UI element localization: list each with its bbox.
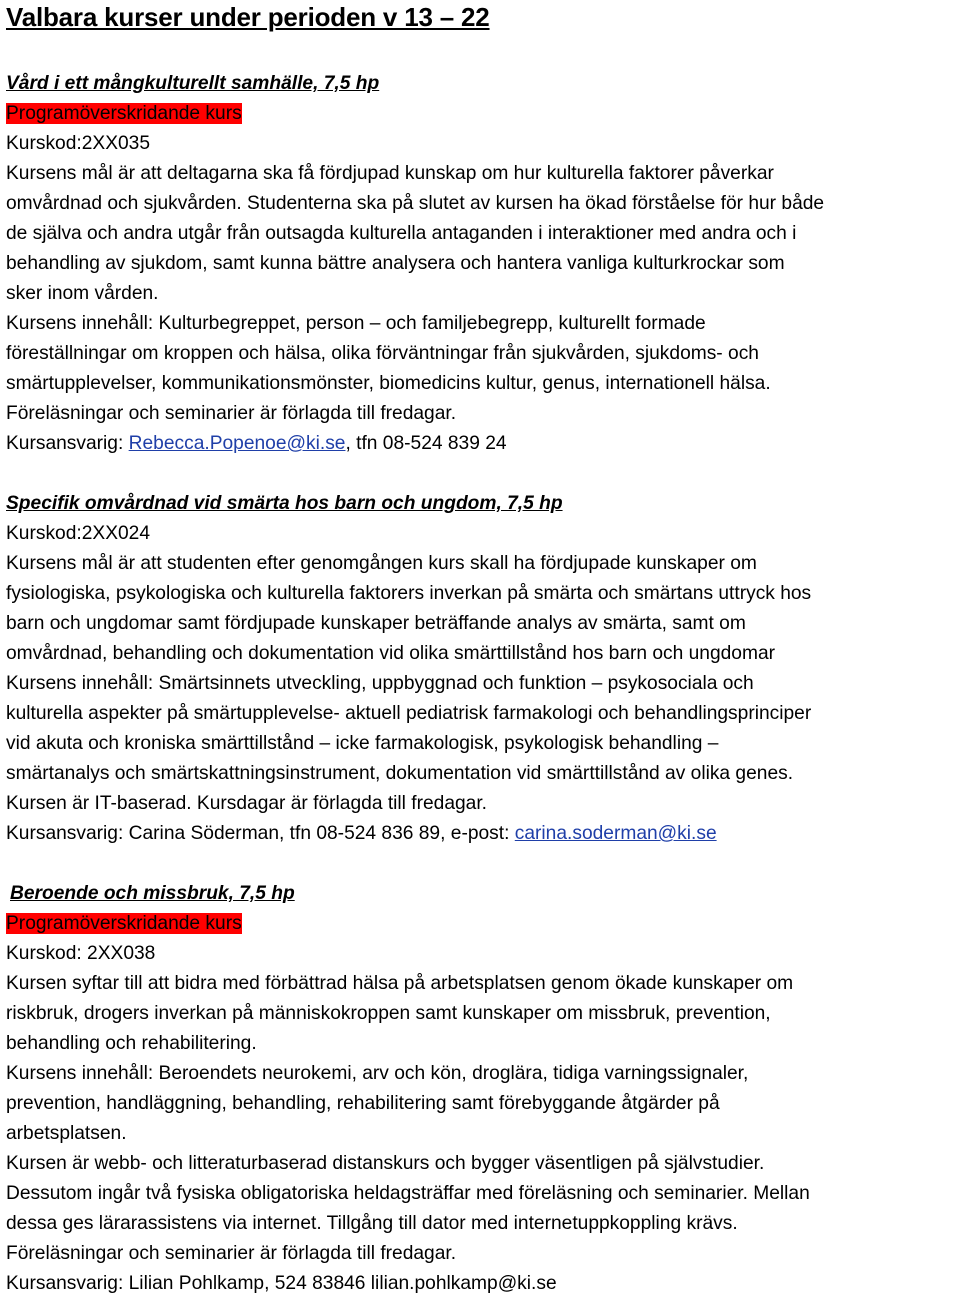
contact-prefix: Kursansvarig: Carina Söderman, tfn 08-524 836 89, e-post:	[6, 823, 515, 844]
course-text-line: omvårdnad, behandling och dokumentation vid olika smärttillstånd hos barn och ungdomar	[6, 643, 776, 664]
course-text-line: behandling av sjukdom, samt kunna bättre analysera och hantera vanliga kulturkrockar som	[6, 253, 785, 274]
course-text-line: Föreläsningar och seminarier är förlagda till fredagar.	[6, 1243, 457, 1264]
section-spacer	[6, 459, 956, 489]
course-text-line: omvårdnad och sjukvården. Studenterna ska på slutet av kursen ha ökad förståelse för hur både	[6, 193, 825, 214]
course-contact	[6, 819, 956, 849]
cross-program-badge: Programöverskridande kurs	[6, 103, 242, 124]
course-text-line: Kursens mål är att deltagarna ska få fördjupad kunskap om hur kulturella faktorer påverkar	[6, 163, 774, 184]
course-section	[6, 489, 956, 849]
course-text-line: sker inom vården.	[6, 283, 159, 304]
course-contact	[6, 429, 956, 459]
course-text-line: smärtanalys och smärtskattningsinstrument, dokumentation vid smärttillstånd av olika genes.	[6, 763, 794, 784]
course-code: Kurskod:2XX035	[6, 133, 150, 154]
course-text-line: föreställningar om kroppen och hälsa, olika förväntningar från sjukvården, sjukdoms- och	[6, 343, 759, 364]
course-text-line: dessa ges lärarassistens via internet. Tillgång till dator med internetuppkoppling krävs.	[6, 1213, 738, 1234]
course-text-line: prevention, handläggning, behandling, rehabilitering samt förebyggande åtgärder på	[6, 1093, 720, 1114]
course-text-line: barn och ungdomar samt fördjupade kunskaper beträffande analys av smärta, samt om	[6, 613, 746, 634]
course-text-line: fysiologiska, psykologiska och kulturella faktorers inverkan på smärta och smärtans uttryck hos	[6, 583, 812, 604]
section-spacer	[6, 849, 956, 879]
course-text-line: vid akuta och kroniska smärttillstånd – icke farmakologisk, psykologisk behandling –	[6, 733, 719, 754]
course-title: Beroende och missbruk, 7,5 hp	[10, 883, 295, 904]
course-contact: Kursansvarig: Lilian Pohlkamp, 524 83846 lilian.pohlkamp@ki.se	[6, 1273, 557, 1294]
contact-email-link[interactable]: Rebecca.Popenoe@ki.se	[128, 433, 346, 454]
course-text-line: smärtupplevelser, kommunikationsmönster, biomedicins kultur, genus, internationell hälsa.	[6, 373, 771, 394]
course-text-line: Kursens innehåll: Kulturbegreppet, person – och familjebegrepp, kulturellt formade	[6, 313, 706, 334]
course-title: Vård i ett mångkulturellt samhälle, 7,5 hp	[6, 73, 380, 94]
course-text-line: kulturella aspekter på smärtupplevelse- aktuell pediatrisk farmakologi och behandlingsprinciper	[6, 703, 812, 724]
course-section	[6, 879, 956, 1299]
course-text-line: Kursen är webb- och litteraturbaserad distanskurs och bygger väsentligen på självstudier.	[6, 1153, 765, 1174]
document-page	[6, 0, 956, 1299]
course-text-line: Kursens innehåll: Beroendets neurokemi, arv och kön, droglära, tidiga varningssignaler,	[6, 1063, 749, 1084]
course-code: Kurskod:2XX024	[6, 523, 150, 544]
course-text-line: Kursen syftar till att bidra med förbättrad hälsa på arbetsplatsen genom ökade kunskaper om	[6, 973, 794, 994]
course-text-line: de själva och andra utgår från outsagda kulturella antaganden i interaktioner med andra och i	[6, 223, 797, 244]
cross-program-badge: Programöverskridande kurs	[6, 913, 242, 934]
contact-email-link[interactable]: carina.soderman@ki.se	[514, 823, 717, 844]
course-text-line: riskbruk, drogers inverkan på människokroppen samt kunskaper om missbruk, prevention,	[6, 1003, 771, 1024]
contact-suffix: , tfn 08-524 839 24	[345, 433, 507, 454]
course-code: Kurskod: 2XX038	[6, 943, 156, 964]
course-section	[6, 69, 956, 459]
course-text-line: arbetsplatsen.	[6, 1123, 127, 1144]
course-text-line: Kursens innehåll: Smärtsinnets utveckling, uppbyggnad och funktion – psykosociala och	[6, 673, 754, 694]
course-title: Specifik omvårdnad vid smärta hos barn och ungdom, 7,5 hp	[6, 493, 563, 514]
course-text-line: Kursen är IT-baserad. Kursdagar är förlagda till fredagar.	[6, 793, 488, 814]
course-text-line: Föreläsningar och seminarier är förlagda till fredagar.	[6, 403, 457, 424]
course-text-line: Dessutom ingår två fysiska obligatoriska heldagsträffar med föreläsning och seminarier. Mellan	[6, 1183, 810, 1204]
contact-prefix: Kursansvarig:	[6, 433, 129, 454]
page-title: Valbara kurser under perioden v 13 – 22	[6, 2, 490, 32]
course-text-line: behandling och rehabilitering.	[6, 1033, 257, 1054]
course-text-line: Kursens mål är att studenten efter genomgången kurs skall ha fördjupade kunskaper om	[6, 553, 757, 574]
